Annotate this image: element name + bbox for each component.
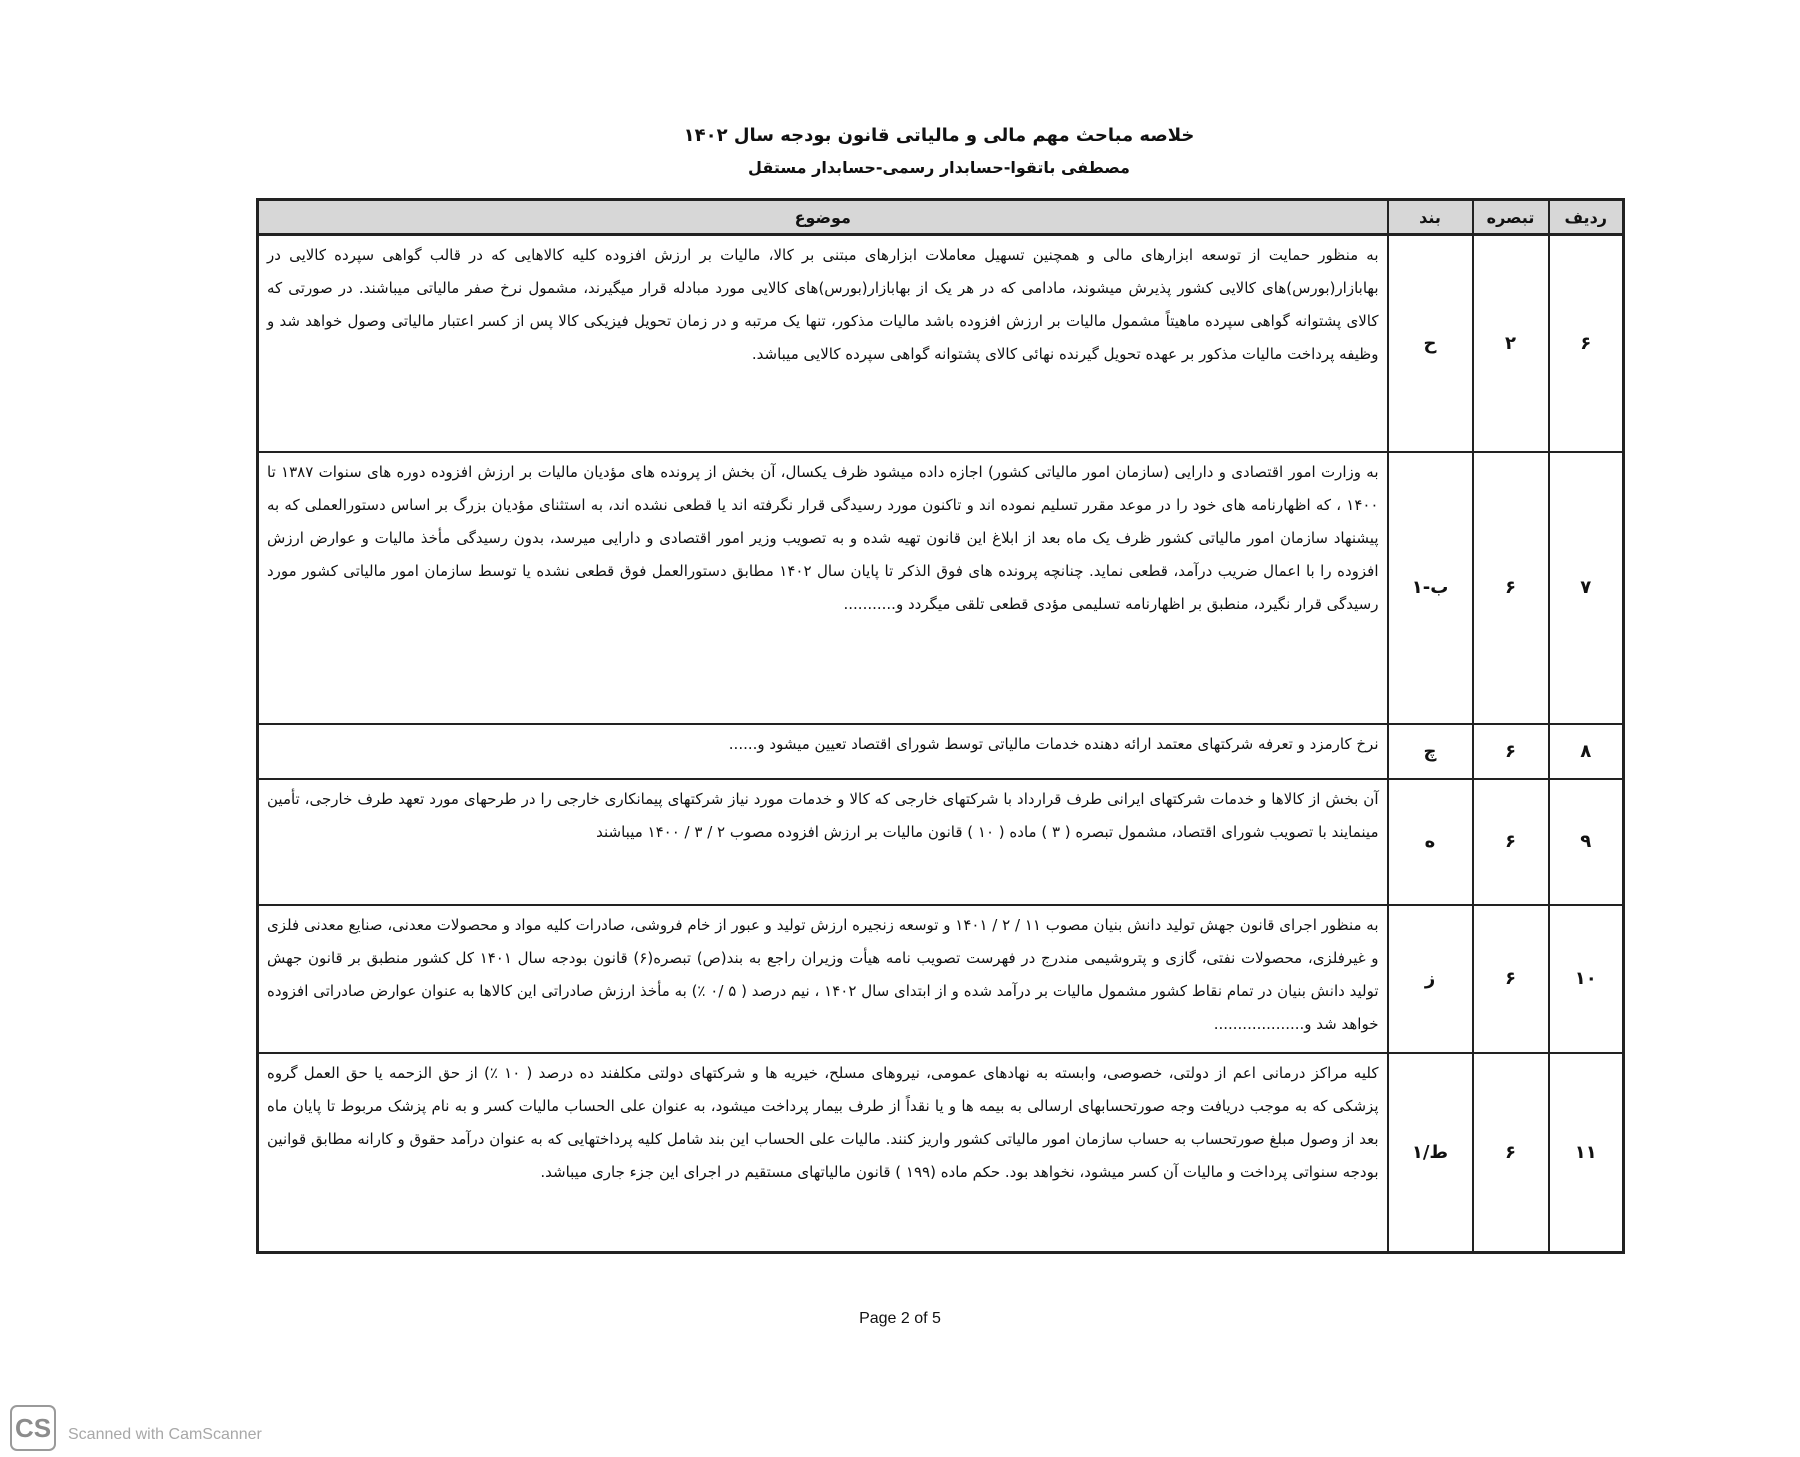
header-row-number: ردیف xyxy=(1549,200,1624,235)
table-row xyxy=(258,452,1624,724)
row-number-cell: ۱۰ xyxy=(1549,905,1624,1053)
header-topic: موضوع xyxy=(258,200,1388,235)
row-number-cell: ۷ xyxy=(1549,452,1624,724)
page-number: Page 2 of 5 xyxy=(859,1310,941,1327)
row-number-cell: ۹ xyxy=(1549,779,1624,905)
note-cell: ۶ xyxy=(1473,452,1549,724)
note-cell: ۶ xyxy=(1473,905,1549,1053)
table-row xyxy=(258,779,1624,905)
row-number-cell: ۶ xyxy=(1549,235,1624,452)
document-author: مصطفی باتقوا-حسابدار رسمی-حسابدار مستقل xyxy=(748,158,1130,177)
clause-cell: ح xyxy=(1388,235,1473,452)
clause-cell: ب-۱ xyxy=(1388,452,1473,724)
topic-cell: کلیه مراکز درمانی اعم از دولتی، خصوصی، وابسته به نهادهای عمومی، نیروهای مسلح، خیریه ها و شرکتهای دولتی مکلفند ده درصد ( ۱۰ ٪) از حق الزحمه یا حق العمل گروه پزشکی که به موجب دریافت وجه صورتحسابهای ارسالی به بیمه ها و یا نقداً از طرف بیمار پرداخت میشود، به عنوان علی الحساب مالیات کسر و به نام پزشک مربوط تا پایان ماه بعد از وصول مبلغ صورتحساب به حساب سازمان امور مالیاتی کشور واریز کنند. مالیات علی الحساب این بند شامل کلیه پرداختهایی که به عنوان درآمد حقوق و کارانه مطابق قوانین بودجه سنواتی پرداخت و مالیات آن کسر میشود، نخواهد بود. حکم ماده (۱۹۹ ) قانون مالیاتهای مستقیم در اجرای این جزء جاری میباشد. xyxy=(258,1053,1388,1253)
table-row xyxy=(258,235,1624,452)
header-note: تبصره xyxy=(1473,200,1549,235)
header-clause: بند xyxy=(1388,200,1473,235)
note-cell: ۶ xyxy=(1473,779,1549,905)
row-number-cell: ۸ xyxy=(1549,724,1624,779)
clause-cell: ز xyxy=(1388,905,1473,1053)
note-cell: ۶ xyxy=(1473,724,1549,779)
topic-cell: نرخ کارمزد و تعرفه شرکتهای معتمد ارائه دهنده خدمات مالیاتی توسط شورای اقتصاد تعیین میشود و...... xyxy=(258,724,1388,779)
row-number-cell: ۱۱ xyxy=(1549,1053,1624,1253)
document-header xyxy=(256,122,1622,184)
scanner-watermark: Scanned with CamScanner xyxy=(68,1426,262,1443)
table-row xyxy=(258,724,1624,779)
clause-cell: ه xyxy=(1388,779,1473,905)
document-title: خلاصه مباحث مهم مالی و مالیاتی قانون بودجه سال ۱۴۰۲ xyxy=(683,125,1195,146)
table-row xyxy=(258,1053,1624,1253)
table-header-row xyxy=(258,200,1624,235)
budget-summary-table xyxy=(256,198,1625,1254)
note-cell: ۶ xyxy=(1473,1053,1549,1253)
clause-cell: چ xyxy=(1388,724,1473,779)
clause-cell: ط/۱ xyxy=(1388,1053,1473,1253)
topic-cell: آن بخش از کالاها و خدمات شرکتهای ایرانی طرف قرارداد با شرکتهای خارجی که کالا و خدمات مورد نیاز شرکتهای پیمانکاری خارجی را در طرحهای مورد تعهد طرف خارجی، تأمین مینمایند با تصویب شورای اقتصاد، مشمول تبصره ( ۳ ) ماده ( ۱۰ ) قانون مالیات بر ارزش افزوده مصوب ۲ / ۳ / ۱۴۰۰ میباشند xyxy=(258,779,1388,905)
table-row xyxy=(258,905,1624,1053)
topic-cell: به منظور اجرای قانون جهش تولید دانش بنیان مصوب ۱۱ / ۲ / ۱۴۰۱ و توسعه زنجیره ارزش تولید و عبور از خام فروشی، صادرات کلیه مواد و محصولات معدنی، صنایع معدنی فلزی و غیرفلزی، محصولات نفتی، گازی و پتروشیمی مندرج در فهرست تصویب نامه هیأت وزیران راجع به بند(ص) تبصره(۶) قانون بودجه سال ۱۴۰۱ کل کشور منطبق بر قانون جهش تولید دانش بنیان در تمام نقاط کشور مشمول مالیات بر درآمد شده و از ابتدای سال ۱۴۰۲ ، نیم درصد ( ۵ /۰ ٪) به مأخذ ارزش صادراتی این کالاها به عنوان عوارض صادراتی افزوده خواهد شد و................... xyxy=(258,905,1388,1053)
topic-cell: به وزارت امور اقتصادی و دارایی (سازمان امور مالیاتی کشور) اجازه داده میشود ظرف یکسال، آن بخش از پرونده های مؤدیان مالیات بر ارزش افزوده دوره های سنوات ۱۳۸۷ تا ۱۴۰۰ ، که اظهارنامه های خود را در موعد مقرر تسلیم نموده اند و تاکنون مورد رسیدگی قرار نگرفته اند یا قطعی نشده اند، به استثنای مؤدیان بزرگ بر اساس دستورالعملی که به پیشنهاد سازمان امور مالیاتی کشور ظرف یک ماه بعد از ابلاغ این قانون تهیه شده و به تصویب وزیر امور اقتصادی و دارایی میرسد، بدون رسیدگی مأخذ مالیات و عوارض ارزش افزوده را با اعمال ضریب درآمد، قطعی نماید. چنانچه پرونده های فوق الذکر تا پایان سال ۱۴۰۲ مطابق دستورالعمل فوق قطعی نشده یا توسط سازمان امور مالیاتی کشور مورد رسیدگی قرار نگیرد، منطبق بر اظهارنامه تسلیمی مؤدی قطعی تلقی میگردد و........... xyxy=(258,452,1388,724)
note-cell: ۲ xyxy=(1473,235,1549,452)
topic-cell: به منظور حمایت از توسعه ابزارهای مالی و همچنین تسهیل معاملات ابزارهای مبتنی بر کالا، مالیات بر ارزش افزوده کلیه کالاهایی که در قالب گواهی سپرده کالایی در بهابازار(بورس)های کالایی کشور پذیرش میشوند، مادامی که در هر یک از بهابازار(بورس)های کالایی مورد مبادله قرار میگیرند، مشمول نرخ صفر مالیاتی میباشند. در صورتی که کالای پشتوانه گواهی سپرده ماهیتاً مشمول مالیات بر ارزش افزوده باشد مالیات مذکور، تنها یک مرتبه و در زمان تحویل فیزیکی کالا پس از کسر اعتبار مالیاتی وصول خواهد شد و وظیفه پرداخت مالیات مذکور بر عهده تحویل گیرنده نهائی کالای پشتوانه گواهی سپرده کالایی میباشد. xyxy=(258,235,1388,452)
camscanner-logo-icon: CS xyxy=(10,1405,56,1451)
